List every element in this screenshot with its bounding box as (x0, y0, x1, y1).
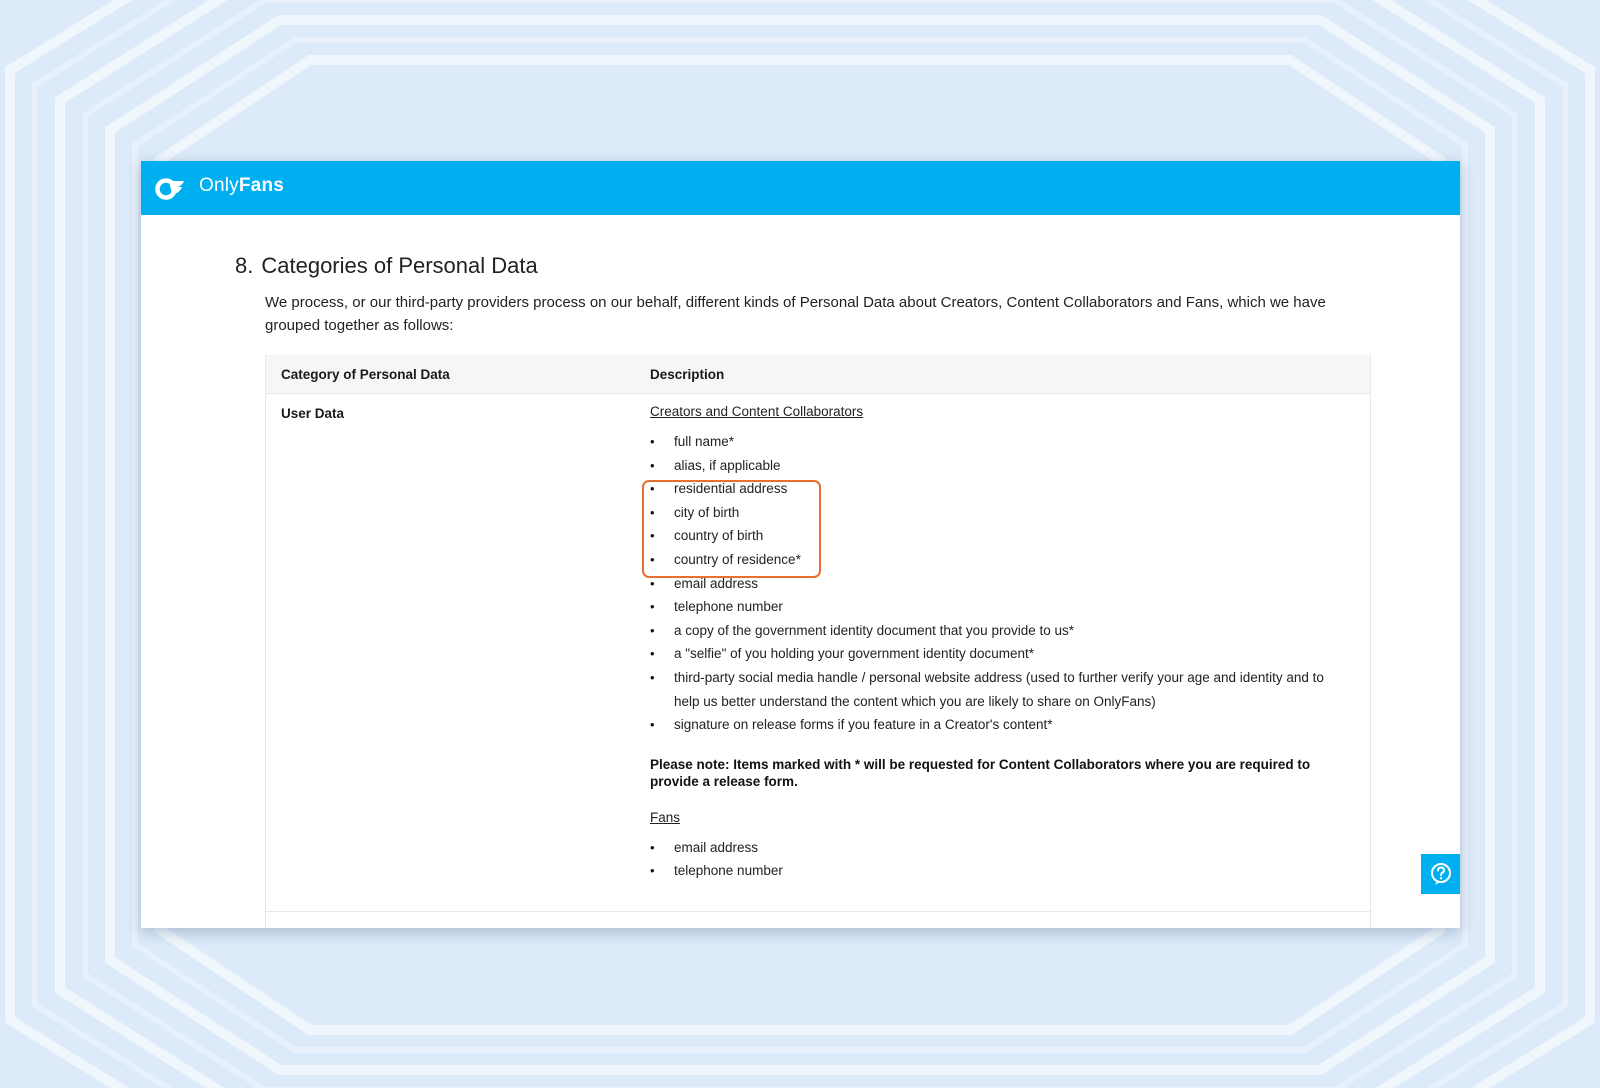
highlight-annotation-box (642, 480, 821, 578)
section-intro: We process, or our third-party providers process on our behalf, different kinds of Personal Data about Creators, Content Collaborators and Fans, which we have grouped together as follows: (265, 294, 1326, 334)
list-item: • third-party social media handle / personal website address (used to further verify your age and identity and to help us better understand the content which you are likely to share on OnlyFans) (650, 666, 1350, 713)
list-item: • alias, if applicable (650, 454, 1350, 478)
row-divider (266, 911, 1370, 912)
row-description (650, 404, 1350, 883)
help-question-icon (1429, 862, 1453, 886)
list-item: • residential address (650, 477, 1350, 501)
section-title: Categories of Personal Data (261, 253, 538, 278)
list-item: • signature on release forms if you feature in a Creator's content* (650, 713, 1350, 737)
column-header-category: Category of Personal Data (281, 367, 450, 382)
fans-heading-link[interactable]: Fans (650, 809, 681, 825)
personal-data-table (265, 355, 1371, 928)
list-item: • country of residence* (650, 548, 1350, 572)
fans-data-list (650, 836, 1350, 883)
list-item: • city of birth (650, 501, 1350, 525)
brand-name[interactable] (199, 175, 284, 197)
list-item: • country of birth (650, 524, 1350, 548)
help-button[interactable] (1421, 854, 1460, 894)
onlyfans-logo-icon[interactable] (155, 173, 185, 203)
section-number: 8. (235, 253, 254, 278)
list-item: • telephone number (650, 859, 1350, 883)
brand-name-fans: Fans (238, 175, 285, 196)
creators-data-list (650, 430, 1350, 737)
section-heading (235, 253, 538, 279)
list-item: • full name* (650, 430, 1350, 454)
release-form-note: Please note: Items marked with * will be requested for Content Collaborators where you are required to provide a release form. (650, 756, 1311, 789)
list-item: • email address (650, 572, 1350, 596)
row-category-user-data: User Data (281, 406, 345, 421)
table-header (266, 355, 1370, 394)
top-bar (141, 161, 1460, 215)
list-item: • a copy of the government identity document that you provide to us* (650, 619, 1350, 643)
list-item: • telephone number (650, 595, 1350, 619)
brand-name-only: Only (199, 175, 239, 196)
list-item: • email address (650, 836, 1350, 860)
list-item: • a "selfie" of you holding your government identity document* (650, 642, 1350, 666)
column-header-description: Description (650, 367, 725, 382)
creators-heading-link[interactable]: Creators and Content Collaborators (650, 404, 864, 419)
